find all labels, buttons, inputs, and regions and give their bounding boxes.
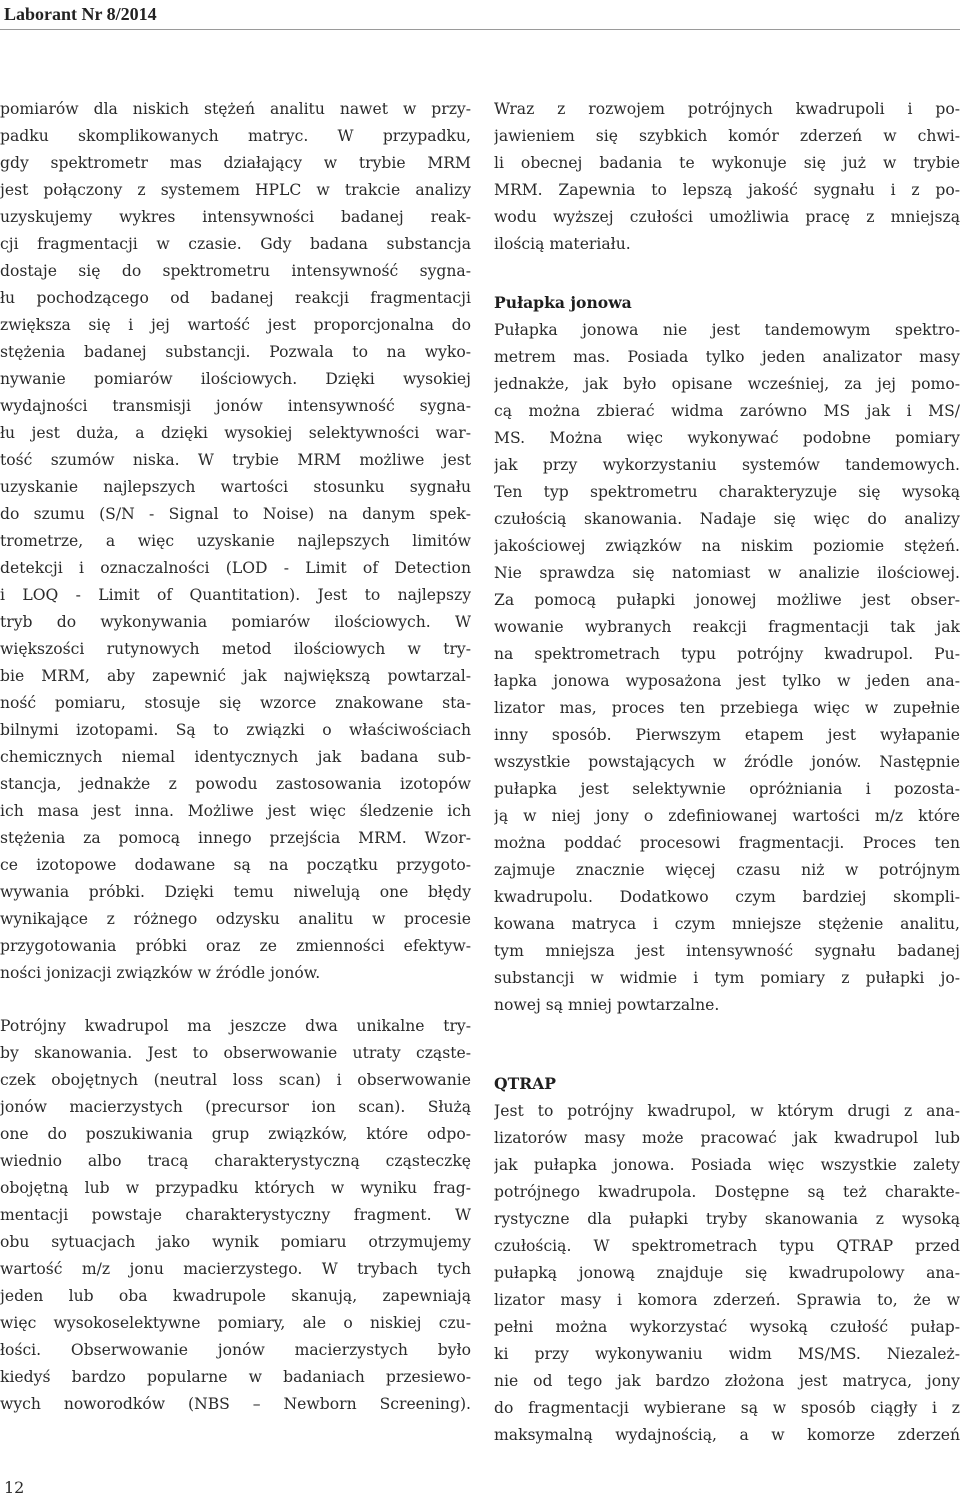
text-line: Potrójny kwadrupol ma jeszcze dwa unikalne try- bbox=[0, 1017, 471, 1035]
page-number: 12 bbox=[4, 1478, 25, 1497]
text-line: czek obojętnych (neutral loss scan) i obserwowanie bbox=[0, 1071, 471, 1089]
text-line: kwadrupolu. Dodatkowo czym bardziej skompli- bbox=[494, 888, 960, 906]
text-line: jonów macierzystych (precursor ion scan). Służą bbox=[0, 1098, 471, 1116]
text-line: pułapką jonową znajduje się kwadrupolowy ana- bbox=[494, 1264, 960, 1282]
text-line: wowanie wybranych reakcji fragmentacji tak jak bbox=[494, 618, 960, 636]
text-line: stężenia za pomocą innego przejścia MRM. Wzor- bbox=[0, 829, 471, 847]
text-line: czułością. W spektrometrach typu QTRAP przed bbox=[494, 1237, 960, 1255]
text-line: wych noworodków (NBS – Newborn Screening). bbox=[0, 1395, 471, 1413]
text-line: jawieniem się szybkich komór zderzeń w chwi- bbox=[494, 127, 960, 145]
text-line: łu pochodzącego od badanej reakcji fragmentacji bbox=[0, 289, 471, 307]
text-line: kiedyś bardzo popularne w badaniach przesiewo- bbox=[0, 1368, 471, 1386]
text-line: gdy spektrometr mas działający w trybie MRM bbox=[0, 154, 471, 172]
text-line: Ten typ spektrometru charakteryzuje się wysoką bbox=[494, 483, 960, 501]
text-line: MRM. Zapewnia to lepszą jakość sygnału i z po- bbox=[494, 181, 960, 199]
text-line: kowana matryca i czym mniejsze stężenie analitu, bbox=[494, 915, 960, 933]
text-line: nywanie pomiarów ilościowych. Dzięki wysokiej bbox=[0, 370, 471, 388]
text-line: wodu wyższej czułości umożliwia pracę z mniejszą bbox=[494, 208, 960, 226]
text-line: więc wysokoselektywne pomiary, ale o niskiej czu- bbox=[0, 1314, 471, 1332]
text-line: ki przy wykonywaniu widm MS/MS. Niezależ- bbox=[494, 1345, 960, 1363]
text-line: li obecnej badania te wykonuje się już w trybie bbox=[494, 154, 960, 172]
text-line: nowej są mniej powtarzalne. bbox=[494, 996, 720, 1014]
text-line: cą można zbierać widma zarówno MS jak i MS/ bbox=[494, 402, 960, 420]
text-line: substancji w widmie i tym pomiary z pułapki jo- bbox=[494, 969, 960, 987]
text-line: zwiększa się i jej wartość jest proporcjonalna do bbox=[0, 316, 471, 334]
text-line: jeden lub oba kwadrupole skanują, zapewniają bbox=[0, 1287, 471, 1305]
text-line: wszystkie powstających w źródle jonów. Następnie bbox=[494, 753, 960, 771]
text-line: i LOQ - Limit of Quantitation). Jest to najlepszy bbox=[0, 586, 471, 604]
text-line: by skanowania. Jest to obserwowanie utraty cząste- bbox=[0, 1044, 471, 1062]
text-line: uzyskanie najlepszych wartości stosunku sygnału bbox=[0, 478, 471, 496]
text-line: lizator masy i komora zderzeń. Sprawia to, że w bbox=[494, 1291, 960, 1309]
text-line: wynikające z różnego odzysku analitu w procesie bbox=[0, 910, 471, 928]
text-line: rystyczne dla pułapki tryby skanowania z wysoką bbox=[494, 1210, 960, 1228]
text-line: stancja, jednakże z powodu zastosowania izotopów bbox=[0, 775, 471, 793]
text-line: one do poszukiwania grup związków, które odpo- bbox=[0, 1125, 471, 1143]
text-line: wydajności transmisji jonów intensywność sygna- bbox=[0, 397, 471, 415]
text-line: tryb do wykonywania pomiarów ilościowych. W bbox=[0, 613, 471, 631]
text-line: ność pomiaru, stosuje się wzorce znakowane sta- bbox=[0, 694, 471, 712]
text-line: mentacji powstaje charakterystyczny fragment. W bbox=[0, 1206, 471, 1224]
text-line: jak przy wykorzystaniu systemów tandemowych. bbox=[494, 456, 960, 474]
text-line: uzyskujemy wykres intensywności badanej reak- bbox=[0, 208, 471, 226]
text-line: inny sposób. Pierwszym etapem jest wyłapanie bbox=[494, 726, 960, 744]
section-heading-ion-trap: Pułapka jonowa bbox=[494, 293, 632, 312]
text-line: ich masa jest inna. Możliwe jest więc śledzenie ich bbox=[0, 802, 471, 820]
text-line: Wraz z rozwojem potrójnych kwadrupoli i po- bbox=[494, 100, 960, 118]
text-line: maksymalną wydajnością, a w komorze zderzeń bbox=[494, 1426, 960, 1444]
text-line: pełni można wykorzystać wysoką czułość pułap- bbox=[494, 1318, 960, 1336]
text-line: łapka jonowa wyposażona jest tylko w jeden ana- bbox=[494, 672, 960, 690]
text-line: wartość m/z jonu macierzystego. W trybach tych bbox=[0, 1260, 471, 1278]
text-line: łości. Obserwowanie jonów macierzystych było bbox=[0, 1341, 471, 1359]
text-line: na spektrometrach typu potrójny kwadrupol. Pu- bbox=[494, 645, 960, 663]
text-line: stężenia badanej substancji. Pozwala to na wyko- bbox=[0, 343, 471, 361]
text-line: ce izotopowe dodawane są na początku przygoto- bbox=[0, 856, 471, 874]
text-line: jest połączony z systemem HPLC w trakcie analizy bbox=[0, 181, 471, 199]
text-line: chemicznych niemal identycznych jak badana sub- bbox=[0, 748, 471, 766]
text-line: nie od tego jak bardzo złożona jest matryca, jony bbox=[494, 1372, 960, 1390]
text-line: ilością materiału. bbox=[494, 235, 631, 253]
text-line: jak pułapka jonowa. Posiada więc wszystkie zalety bbox=[494, 1156, 960, 1174]
text-line: detekcji i oznaczalności (LOD - Limit of Detection bbox=[0, 559, 471, 577]
text-line: potrójnego kwadrupola. Dostępne są też charakte- bbox=[494, 1183, 960, 1201]
text-line: obu sytuacjach jako wynik pomiaru otrzymujemy bbox=[0, 1233, 471, 1251]
text-line: Nie sprawdza się natomiast w analizie ilościowej. bbox=[494, 564, 960, 582]
text-line: MS. Można więc wykonywać podobne pomiary bbox=[494, 429, 960, 447]
text-line: tość szumów niska. W trybie MRM możliwe jest bbox=[0, 451, 471, 469]
text-line: lizatorów masy może pracować jak kwadrupol lub bbox=[494, 1129, 960, 1147]
text-line: Jest to potrójny kwadrupol, w którym drugi z ana- bbox=[494, 1102, 960, 1120]
running-header: Laborant Nr 8/2014 bbox=[4, 4, 157, 24]
text-line: jednakże, jak było opisane wcześniej, za jej pomo- bbox=[494, 375, 960, 393]
section-heading-qtrap: QTRAP bbox=[494, 1074, 556, 1093]
header-rule bbox=[0, 29, 960, 30]
text-line: pomiarów dla niskich stężeń analitu nawet w przy- bbox=[0, 100, 471, 118]
text-line: wywania próbki. Dzięki temu niwelują one błędy bbox=[0, 883, 471, 901]
text-line: tym mniejsza jest intensywność sygnału badanej bbox=[494, 942, 960, 960]
text-line: do fragmentacji wybierane są w sposób ciągły i z bbox=[494, 1399, 960, 1417]
text-line: pułapka jest selektywnie opróżniania i pozosta- bbox=[494, 780, 960, 798]
text-line: padku skomplikowanych matryc. W przypadku, bbox=[0, 127, 471, 145]
text-line: przygotowania próbki oraz ze zmienności efektyw- bbox=[0, 937, 471, 955]
text-line: metrem mas. Posiada tylko jeden analizator masy bbox=[494, 348, 960, 366]
text-line: czułością skanowania. Nadaje się więc do analizy bbox=[494, 510, 960, 528]
text-line: cji fragmentacji w czasie. Gdy badana substancja bbox=[0, 235, 471, 253]
text-line: bie MRM, aby zapewnić jak największą powtarzal- bbox=[0, 667, 471, 685]
text-line: Za pomocą pułapki jonowej możliwe jest obser- bbox=[494, 591, 960, 609]
text-line: ności jonizacji związków w źródle jonów. bbox=[0, 964, 321, 982]
text-line: Pułapka jonowa nie jest tandemowym spektro- bbox=[494, 321, 960, 339]
text-line: łu jest duża, a dzięki wysokiej selektywności war- bbox=[0, 424, 471, 442]
text-line: trometrze, a więc uzyskanie najlepszych limitów bbox=[0, 532, 471, 550]
text-line: bilnymi izotopami. Są to związki o właściwościach bbox=[0, 721, 471, 739]
text-line: lizator mas, proces ten przebiega więc w zupełnie bbox=[494, 699, 960, 717]
text-line: wiednio albo tracą charakterystyczną cząsteczkę bbox=[0, 1152, 471, 1170]
text-line: zajmuje znacznie więcej czasu niż w potrójnym bbox=[494, 861, 960, 879]
text-line: obojętną lub w przypadku których w wyniku frag- bbox=[0, 1179, 471, 1197]
text-line: większości rutynowych metod ilościowych w try- bbox=[0, 640, 471, 658]
text-line: do szumu (S/N - Signal to Noise) na danym spek- bbox=[0, 505, 471, 523]
text-line: można poddać procesowi fragmentacji. Proces ten bbox=[494, 834, 960, 852]
text-line: ją w niej jony o zdefiniowanej wartości m/z które bbox=[494, 807, 960, 825]
text-line: dostaje się do spektrometru intensywność sygna- bbox=[0, 262, 471, 280]
text-line: jakościowej związków na niskim poziomie stężeń. bbox=[494, 537, 960, 555]
